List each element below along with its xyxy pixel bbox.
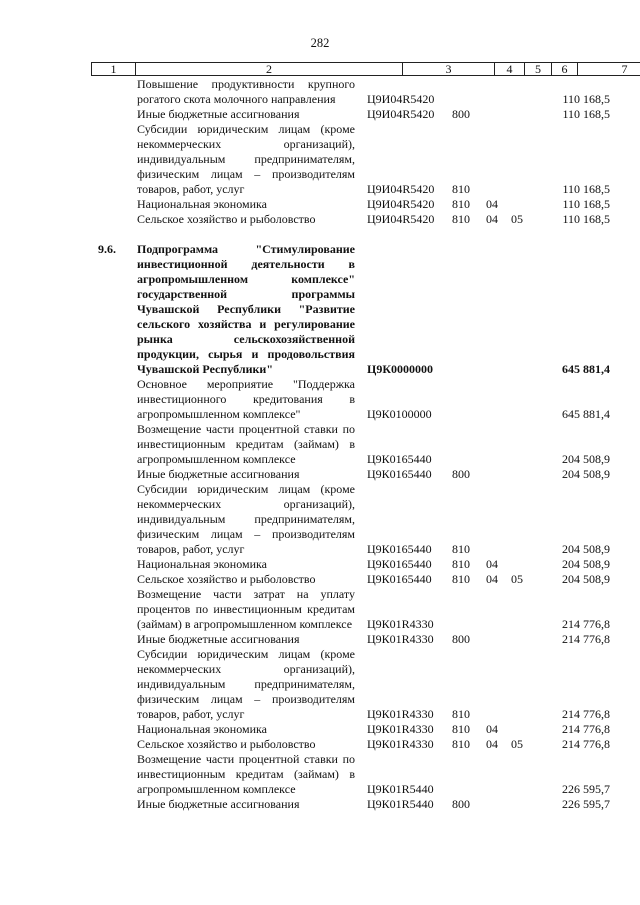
- row-name: Субсидии юридическим лицам (кроме некоммерческих организаций), индивидуальным предпринимателям, физическим лицам – производителям товаров, работ, услуг: [137, 122, 355, 196]
- expense-type: 810: [452, 707, 470, 721]
- row-name: Возмещение части процентной ставки по инвестиционным кредитам (займам) в агропромышленном комплексе: [137, 752, 355, 796]
- row-name: Сельское хозяйство и рыболовство: [137, 572, 316, 586]
- row-name: Возмещение части затрат на уплату процентов по инвестиционным кредитам (займам) в агропромышленном комплексе: [137, 587, 355, 631]
- expense-type: 800: [452, 107, 470, 121]
- table-header: [91, 62, 640, 76]
- expense-type: 810: [452, 182, 470, 196]
- target-code: Ц9К0165440: [367, 572, 432, 586]
- table-row: [0, 647, 640, 722]
- row-name: Национальная экономика: [137, 197, 267, 211]
- row-name: Субсидии юридическим лицам (кроме некоммерческих организаций), индивидуальным предпринимателям, физическим лицам – производителям товаров, работ, услуг: [137, 647, 355, 721]
- row-name: Иные бюджетные ассигнования: [137, 107, 300, 121]
- header-col-6: 6: [552, 63, 578, 76]
- target-code: Ц9И04R5420: [367, 92, 435, 106]
- row-name: Иные бюджетные ассигнования: [137, 467, 300, 481]
- target-code: Ц9К0165440: [367, 557, 432, 571]
- table-row: [0, 632, 640, 647]
- section-code: 04: [486, 557, 498, 571]
- header-col-3: 3: [403, 63, 495, 76]
- row-name: Подпрограмма "Стимулирование инвестиционной деятельности в агропромышленном комплексе" государственной программы Чувашской Республики "Развитие сельского хозяйства и регулирование рынка сельскохозяйственной продукции, сырья и продовольствия Чувашской Республики": [137, 242, 355, 376]
- table-row: [0, 722, 640, 737]
- expense-type: 810: [452, 737, 470, 751]
- header-col-7: 7: [578, 63, 640, 76]
- target-code: Ц9И04R5420: [367, 182, 435, 196]
- page-number: 282: [310, 36, 330, 50]
- row-name: Сельское хозяйство и рыболовство: [137, 212, 316, 226]
- amount: 110 168,5: [562, 182, 610, 196]
- row-name: Субсидии юридическим лицам (кроме некоммерческих организаций), индивидуальным предпринимателям, физическим лицам – производителям товаров, работ, услуг: [137, 482, 355, 556]
- amount: 204 508,9: [562, 452, 610, 466]
- header-col-5: 5: [525, 63, 552, 76]
- table-row: [0, 587, 640, 632]
- table-row: [0, 737, 640, 752]
- amount: 214 776,8: [562, 737, 610, 751]
- expense-type: 810: [452, 722, 470, 736]
- amount: 226 595,7: [562, 797, 610, 811]
- expense-type: 810: [452, 557, 470, 571]
- amount: 204 508,9: [562, 557, 610, 571]
- target-code: Ц9К01R5440: [367, 797, 434, 811]
- table-row: [0, 467, 640, 482]
- expense-type: 810: [452, 212, 470, 226]
- table-row: [0, 557, 640, 572]
- row-number: 9.6.: [98, 242, 116, 256]
- section-code: 04: [486, 737, 498, 751]
- subsection-code: 05: [511, 572, 523, 586]
- target-code: Ц9К0100000: [367, 407, 432, 421]
- subsection-code: 05: [511, 212, 523, 226]
- target-code: Ц9К01R5440: [367, 782, 434, 796]
- row-name: Иные бюджетные ассигнования: [137, 797, 300, 811]
- table-body: [0, 77, 640, 812]
- table-row: [0, 377, 640, 422]
- row-name: Сельское хозяйство и рыболовство: [137, 737, 316, 751]
- target-code: Ц9И04R5420: [367, 197, 435, 211]
- header-col-2: 2: [136, 63, 403, 76]
- amount: 204 508,9: [562, 467, 610, 481]
- target-code: Ц9К0165440: [367, 467, 432, 481]
- target-code: Ц9И04R5420: [367, 212, 435, 226]
- section-code: 04: [486, 197, 498, 211]
- amount: 214 776,8: [562, 707, 610, 721]
- table-row: [0, 422, 640, 467]
- expense-type: 800: [452, 632, 470, 646]
- row-name: Иные бюджетные ассигнования: [137, 632, 300, 646]
- expense-type: 800: [452, 797, 470, 811]
- section-code: 04: [486, 212, 498, 226]
- table-row: [0, 242, 640, 377]
- target-code: Ц9К0000000: [367, 362, 434, 376]
- section-code: 04: [486, 572, 498, 586]
- row-name: Повышение продуктивности крупного рогатого скота молочного направления: [137, 77, 355, 106]
- amount: 214 776,8: [562, 617, 610, 631]
- target-code: Ц9И04R5420: [367, 107, 435, 121]
- amount: 204 508,9: [562, 542, 610, 556]
- target-code: Ц9К0165440: [367, 452, 432, 466]
- row-name: Основное мероприятие "Поддержка инвестиционного кредитования в агропромышленном комплексе": [137, 377, 355, 421]
- target-code: Ц9К01R4330: [367, 707, 434, 721]
- expense-type: 810: [452, 572, 470, 586]
- table-row: [0, 122, 640, 197]
- amount: 214 776,8: [562, 722, 610, 736]
- amount: 645 881,4: [562, 362, 610, 376]
- table-row: [0, 212, 640, 227]
- table-row: [0, 572, 640, 587]
- table-row: [0, 752, 640, 797]
- header-col-1: 1: [92, 63, 136, 76]
- table-row: [0, 482, 640, 557]
- row-name: Национальная экономика: [137, 722, 267, 736]
- target-code: Ц9К01R4330: [367, 722, 434, 736]
- row-name: Возмещение части процентной ставки по инвестиционным кредитам (займам) в агропромышленном комплексе: [137, 422, 355, 466]
- row-spacer: [0, 227, 640, 242]
- target-code: Ц9К01R4330: [367, 617, 434, 631]
- amount: 110 168,5: [562, 197, 610, 211]
- table-row: [0, 197, 640, 212]
- amount: 110 168,5: [562, 92, 610, 106]
- amount: 645 881,4: [562, 407, 610, 421]
- target-code: Ц9К01R4330: [367, 632, 434, 646]
- expense-type: 810: [452, 197, 470, 211]
- amount: 204 508,9: [562, 572, 610, 586]
- amount: 110 168,5: [562, 212, 610, 226]
- subsection-code: 05: [511, 737, 523, 751]
- header-col-4: 4: [495, 63, 525, 76]
- amount: 214 776,8: [562, 632, 610, 646]
- amount: 226 595,7: [562, 782, 610, 796]
- row-name: Национальная экономика: [137, 557, 267, 571]
- table-row: [0, 77, 640, 107]
- target-code: Ц9К01R4330: [367, 737, 434, 751]
- section-code: 04: [486, 722, 498, 736]
- amount: 110 168,5: [562, 107, 610, 121]
- table-row: [0, 797, 640, 812]
- expense-type: 810: [452, 542, 470, 556]
- expense-type: 800: [452, 467, 470, 481]
- target-code: Ц9К0165440: [367, 542, 432, 556]
- table-row: [0, 107, 640, 122]
